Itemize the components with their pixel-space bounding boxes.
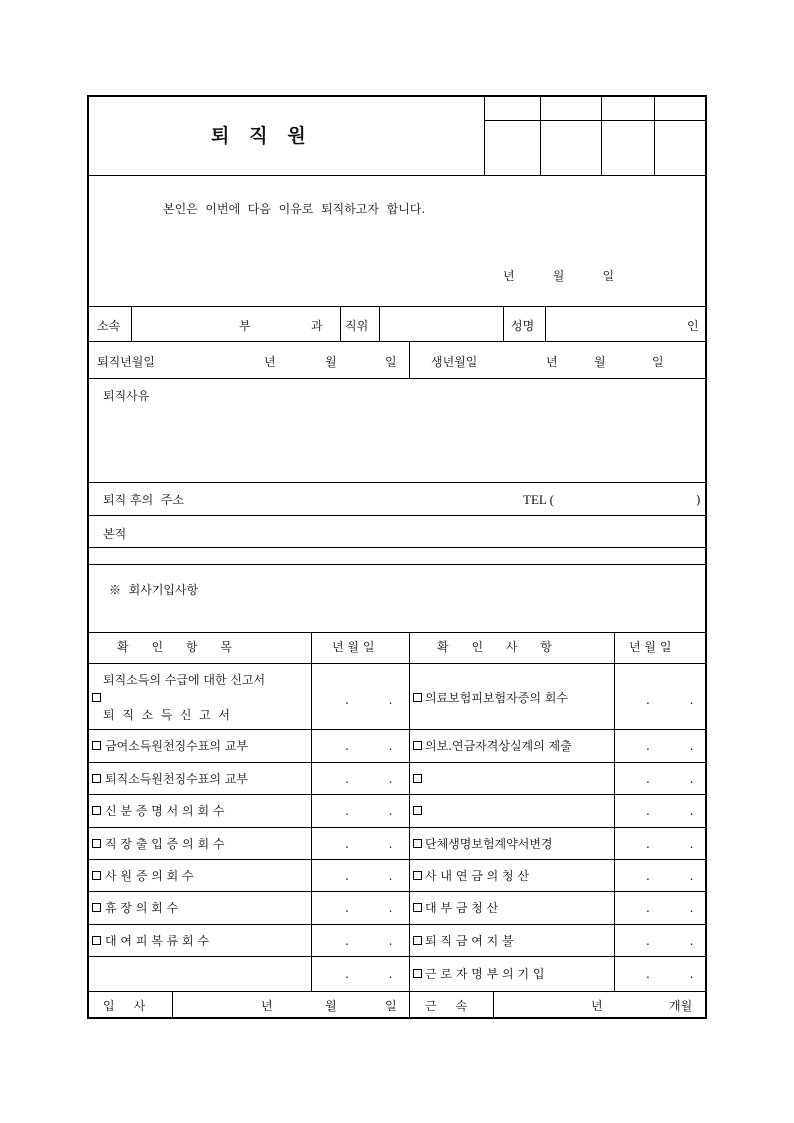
head-date-right: 년 월 일	[629, 640, 672, 654]
cell-divider	[409, 341, 410, 378]
date-dots: . .	[345, 693, 411, 707]
left-item-line2: 퇴 직 소 득 신 고 서	[103, 708, 230, 722]
statement-text: 본인은 이번에 다음 이유로 퇴직하고자 합니다.	[163, 202, 426, 216]
service-year: 년	[591, 999, 603, 1013]
row-divider	[89, 378, 705, 379]
row-divider	[89, 859, 705, 860]
cell-divider	[131, 306, 132, 341]
row-divider	[89, 991, 705, 992]
service-month: 개월	[669, 999, 693, 1013]
birth-month: 월	[594, 355, 606, 369]
cell-divider	[379, 306, 380, 341]
right-item: 의료보험피보험자증의 회수	[425, 691, 568, 705]
label-reason: 퇴직사유	[103, 389, 150, 403]
retire-day: 일	[385, 355, 397, 369]
date-dots: . .	[345, 967, 411, 981]
tel-close: )	[696, 493, 701, 507]
left-item: 대 여 피 복 류 회 수	[105, 934, 210, 948]
date-dots: . .	[646, 967, 712, 981]
date-dots: . .	[345, 739, 411, 753]
label-domicile: 본적	[103, 527, 127, 541]
join-year: 년	[261, 999, 273, 1013]
checkbox[interactable]	[413, 871, 422, 880]
row-divider	[89, 175, 705, 176]
date-dots: . .	[646, 901, 712, 915]
birth-day: 일	[652, 355, 664, 369]
cell-divider	[340, 306, 341, 341]
date-dots: . .	[646, 772, 712, 786]
head-check-matter: 확 인 사 항	[437, 640, 553, 654]
seal-label: 인	[687, 319, 699, 333]
tel-label: TEL (	[523, 492, 554, 507]
row-divider	[89, 515, 705, 516]
cell-divider	[493, 991, 494, 1019]
left-item: 직 장 출 입 증 의 회 수	[105, 837, 225, 851]
checkbox[interactable]	[413, 806, 422, 815]
right-item: 퇴 직 금 여 지 불	[425, 934, 514, 948]
date-dots: . .	[345, 804, 411, 818]
left-item: 퇴직소득원천징수표의 교부	[105, 772, 248, 786]
left-item: 신 분 증 명 서 의 회 수	[105, 804, 225, 818]
checkbox[interactable]	[92, 806, 101, 815]
join-day: 일	[385, 999, 397, 1013]
checkbox[interactable]	[413, 903, 422, 912]
checkbox[interactable]	[413, 839, 422, 848]
join-month: 월	[325, 999, 337, 1013]
label-position: 직위	[345, 319, 369, 333]
label-service: 근 속	[425, 999, 468, 1013]
cell-divider	[409, 991, 410, 1019]
checkbox[interactable]	[92, 693, 101, 702]
row-divider	[89, 564, 705, 565]
row-divider	[89, 547, 705, 548]
label-birth: 생년월일	[431, 355, 478, 369]
approval-grid-line	[540, 97, 541, 175]
row-divider	[89, 341, 705, 342]
retire-year: 년	[264, 355, 276, 369]
left-item: 퇴직소득의 수급에 대한 신고서	[103, 673, 266, 687]
row-divider	[89, 891, 705, 892]
section-label: 과	[311, 319, 323, 333]
checkbox[interactable]	[413, 774, 422, 783]
row-divider	[89, 663, 705, 664]
checkbox[interactable]	[92, 871, 101, 880]
checkbox[interactable]	[413, 936, 422, 945]
cell-divider	[503, 306, 504, 341]
label-name: 성명	[511, 319, 535, 333]
label-join: 입 사	[103, 999, 146, 1013]
retire-month: 월	[325, 355, 337, 369]
left-item: 금여소득원천징수표의 교부	[105, 739, 248, 753]
date-dots: . .	[345, 934, 411, 948]
date-dots: . .	[646, 804, 712, 818]
label-affiliation: 소속	[97, 319, 121, 333]
row-divider	[89, 794, 705, 795]
row-divider	[89, 827, 705, 828]
checkbox[interactable]	[92, 936, 101, 945]
right-item: 사 내 연 금 의 청 산	[425, 869, 530, 883]
approval-grid-line	[484, 97, 485, 175]
approval-grid-line	[484, 120, 707, 121]
date-dots: . .	[646, 693, 712, 707]
checkbox[interactable]	[92, 903, 101, 912]
date-dots: . .	[646, 869, 712, 883]
right-item: 의보.연금자격상실계의 제출	[425, 739, 572, 753]
head-check-item: 확 인 항 목	[117, 640, 233, 654]
checkbox[interactable]	[92, 774, 101, 783]
birth-year: 년	[546, 355, 558, 369]
cell-divider	[545, 306, 546, 341]
left-item: 사 원 증 의 회 수	[105, 869, 194, 883]
checkbox[interactable]	[413, 741, 422, 750]
row-divider	[89, 729, 705, 730]
checkbox[interactable]	[413, 969, 422, 978]
cell-divider	[172, 991, 173, 1019]
head-date-left: 년 월 일	[332, 640, 375, 654]
row-divider	[89, 924, 705, 925]
cell-divider	[614, 632, 615, 991]
dept-label: 부	[239, 319, 251, 333]
label-address: 퇴직 후의 주소	[103, 493, 184, 507]
statement-date: 년 월 일	[503, 269, 615, 283]
row-divider	[89, 762, 705, 763]
row-divider	[89, 482, 705, 483]
approval-grid-line	[654, 97, 655, 175]
left-item: 휴 장 의 회 수	[105, 901, 179, 915]
right-item: 단체생명보험계약서변경	[425, 837, 553, 851]
checkbox[interactable]	[92, 839, 101, 848]
date-dots: . .	[345, 869, 411, 883]
checkbox[interactable]	[92, 741, 101, 750]
right-item: 대 부 금 청 산	[425, 901, 499, 915]
label-retire-date: 퇴직년월일	[97, 355, 155, 369]
right-item: 근 로 자 명 부 의 기 입	[425, 967, 545, 981]
approval-grid-line	[601, 97, 602, 175]
checkbox[interactable]	[413, 693, 422, 702]
resignation-form	[87, 95, 712, 1019]
row-divider	[89, 306, 705, 307]
company-section-label: ※ 회사기입사항	[109, 583, 199, 597]
cell-divider	[311, 632, 312, 991]
date-dots: . .	[646, 837, 712, 851]
row-divider	[89, 632, 705, 633]
date-dots: . .	[646, 739, 712, 753]
date-dots: . .	[345, 901, 411, 915]
date-dots: . .	[345, 772, 411, 786]
date-dots: . .	[646, 934, 712, 948]
row-divider	[89, 956, 705, 957]
form-title: 퇴 직 원	[211, 125, 306, 147]
date-dots: . .	[345, 837, 411, 851]
